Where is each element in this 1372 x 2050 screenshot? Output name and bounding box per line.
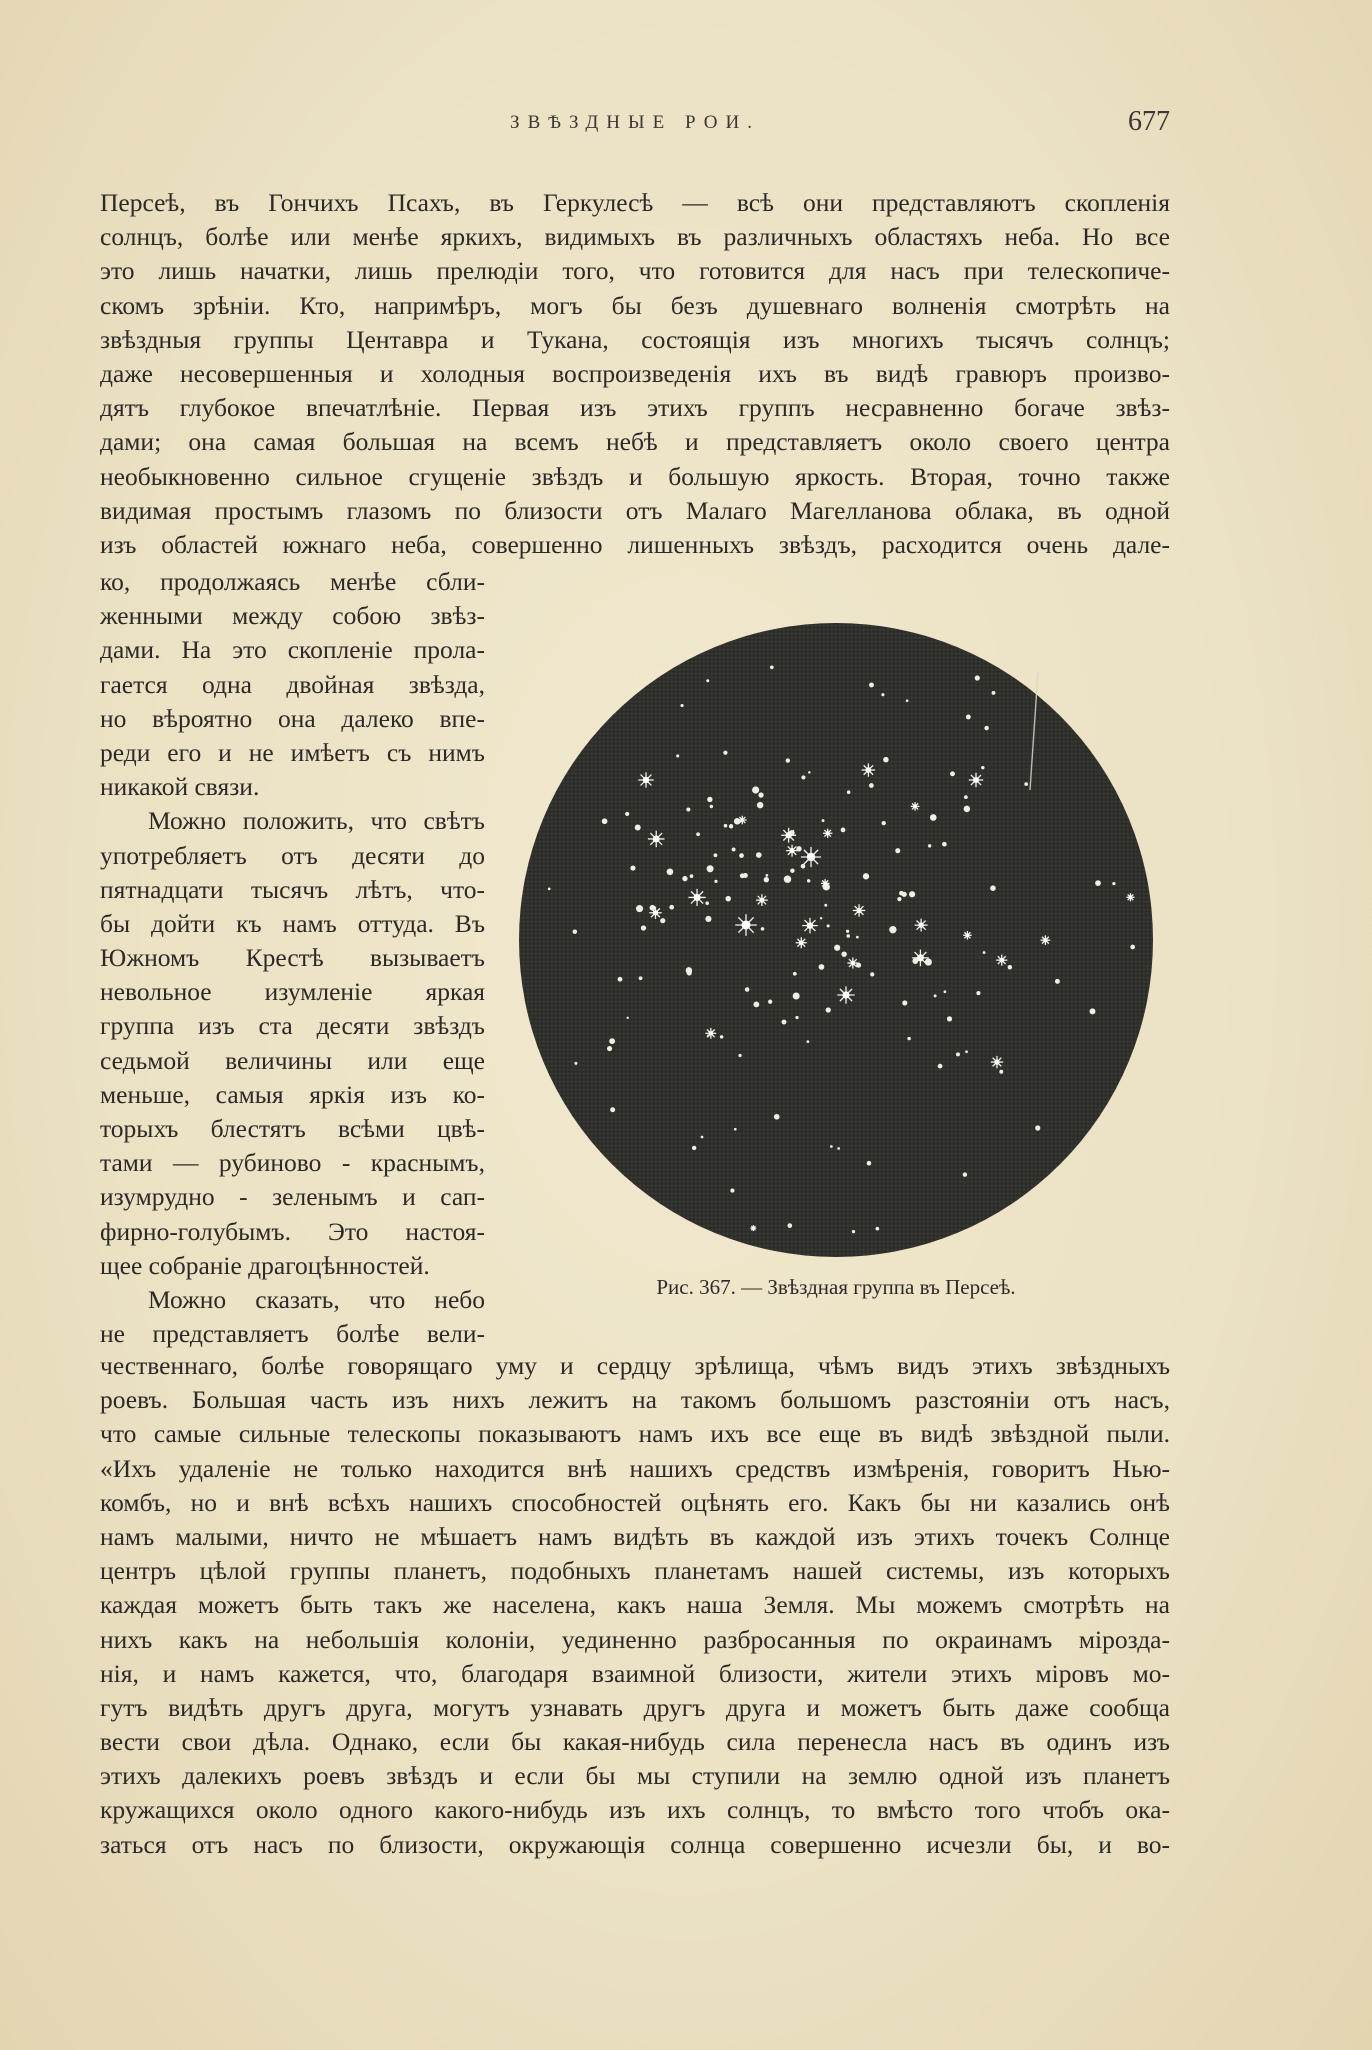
text-line: это лишь начатки, лишь прелюдіи того, что готовится для насъ при телескопиче- <box>100 256 1170 286</box>
star <box>790 869 794 873</box>
bright-star <box>638 772 653 787</box>
star <box>787 1223 792 1228</box>
bright-star <box>735 914 757 936</box>
bright-star <box>823 829 832 838</box>
text-line: звѣздныя группы Центавра и Тукана, состоящія изъ многихъ тысячъ солнцъ; <box>100 324 1170 354</box>
bright-star <box>756 894 768 906</box>
bright-star <box>649 907 661 919</box>
text-line: «Ихъ удаленіе не только находится внѣ нашихъ средствъ измѣренія, говоритъ Нью- <box>100 1453 1170 1483</box>
star <box>867 1161 872 1166</box>
text-line: намъ малыми, ничто не мѣшаетъ намъ видѣть въ каждой изъ этихъ точекъ Солнце <box>100 1521 1170 1551</box>
bright-star <box>911 802 920 811</box>
star <box>714 853 718 857</box>
star <box>660 918 665 923</box>
text-line: седьмой величины или еще <box>100 1045 485 1075</box>
bright-star <box>648 831 665 848</box>
figure-caption: Рис. 367. — Звѣздная группа въ Персеѣ. <box>656 1275 1016 1299</box>
star <box>909 891 915 897</box>
star <box>938 1064 943 1069</box>
star <box>881 693 884 696</box>
star <box>706 679 709 682</box>
text-line: дами. На это скопленіе прола- <box>100 635 485 665</box>
star <box>707 865 714 872</box>
star <box>947 1016 952 1021</box>
running-title: ЗВѢЗДНЫЕ РОИ. <box>510 112 760 133</box>
bright-star <box>862 763 875 776</box>
text-line: но вѣроятно она далеко впе- <box>100 703 485 733</box>
star <box>705 916 711 922</box>
text-line: реди его и не имѣетъ съ нимъ <box>100 737 485 767</box>
text-line: невольное изумленіе яркая <box>100 977 485 1007</box>
star <box>875 1227 879 1231</box>
star <box>1024 782 1028 786</box>
text-line: употребляетъ отъ десяти до <box>100 840 485 870</box>
star <box>807 879 810 882</box>
star <box>774 1114 780 1120</box>
star <box>899 891 904 896</box>
star <box>635 825 641 831</box>
star <box>895 848 900 853</box>
star <box>729 824 733 828</box>
text-line: нихъ какъ на небольшія колоніи, уединенно разбросанныя по окраинамъ мірозда- <box>100 1624 1170 1654</box>
star <box>770 665 774 669</box>
text-line: солнцъ, болѣе или менѣе яркихъ, видимыхъ въ различныхъ областяхъ неба. Но все <box>100 222 1170 252</box>
star <box>820 917 822 919</box>
star <box>692 1146 696 1150</box>
star <box>630 866 635 871</box>
text-line: вести свои дѣла. Однако, если бы какая-нибудь сила перенесла насъ въ одинъ изъ <box>100 1727 1170 1757</box>
star <box>784 875 791 882</box>
bright-star <box>969 773 983 787</box>
star <box>757 802 764 809</box>
bright-star <box>801 847 821 867</box>
text-line: торыхъ блестятъ всѣми цвѣ- <box>100 1114 485 1143</box>
star <box>690 874 694 878</box>
star <box>819 964 825 970</box>
star <box>942 842 947 847</box>
star <box>574 1062 577 1065</box>
star <box>964 806 970 812</box>
star <box>768 1000 772 1004</box>
star <box>999 1070 1003 1074</box>
text-line: никакой связи. <box>100 772 260 802</box>
page-number: 677 <box>1128 106 1170 137</box>
text-line: группа изъ ста десяти звѣздъ <box>100 1011 485 1041</box>
star <box>852 1230 855 1233</box>
star <box>827 924 830 927</box>
star <box>834 945 840 951</box>
star <box>795 1016 798 1019</box>
bright-star <box>738 816 747 825</box>
text-line: изумрудно - зеленымъ и сап- <box>100 1182 485 1212</box>
star <box>639 976 643 980</box>
star <box>869 783 874 788</box>
text-line: щее собраніе драгоцѣнностей. <box>100 1250 430 1280</box>
star <box>869 683 874 688</box>
star <box>687 970 692 975</box>
text-line: необыкновенно сильное сгущеніе звѣздъ и большую яркость. Вторая, точно также <box>100 461 1170 491</box>
text-line: комбъ, но и внѣ всѣхъ нашихъ способностей оцѣнять его. Какъ бы ни казались онѣ <box>100 1487 1170 1517</box>
star <box>618 977 623 982</box>
text-column <box>100 565 485 1351</box>
bright-star <box>786 845 798 857</box>
star <box>686 807 690 811</box>
star-cluster-figure <box>506 620 1166 1320</box>
star <box>786 758 790 762</box>
text-line: центръ цѣлой группы планетъ, подобныхъ планетамъ нашей системы, изъ которыхъ <box>100 1556 1170 1586</box>
star <box>740 873 745 878</box>
star <box>906 699 909 702</box>
star <box>758 792 763 797</box>
star <box>756 852 762 858</box>
text-line: фирно-голубымъ. Это настоя- <box>100 1216 485 1246</box>
text-line: Южномъ Крестѣ вызываетъ <box>100 943 485 973</box>
star <box>1055 979 1060 984</box>
star <box>1089 1008 1095 1014</box>
bright-star <box>705 1028 716 1039</box>
star <box>730 1189 734 1193</box>
text-bottom <box>100 1349 1170 1862</box>
star <box>841 828 846 833</box>
star <box>793 993 800 1000</box>
star <box>847 790 851 794</box>
star <box>782 1020 787 1025</box>
star <box>1112 882 1115 885</box>
text-line: каждая можетъ быть такъ же населена, какъ наша Земля. Мы можемъ смотрѣть на <box>100 1590 1170 1620</box>
running-head <box>100 106 1170 152</box>
star <box>1008 965 1012 969</box>
bright-star <box>1041 935 1051 945</box>
bright-star <box>853 904 865 916</box>
bright-star <box>796 937 807 948</box>
star <box>548 887 551 890</box>
text-line: женными между собою звѣз- <box>100 601 485 631</box>
star <box>667 868 674 875</box>
text-line: что самые сильные телескопы показываютъ намъ ихъ все еще въ видѣ звѣздной пыли. <box>100 1419 1170 1449</box>
star <box>956 1052 960 1056</box>
star <box>801 775 805 779</box>
star <box>707 797 712 802</box>
star <box>626 1017 628 1019</box>
star-cluster-illustration <box>506 620 1166 1260</box>
bright-star <box>837 986 854 1003</box>
text-line: гается одна двойная звѣзда, <box>100 669 485 699</box>
star <box>990 885 996 891</box>
star <box>889 926 896 933</box>
star <box>738 1054 741 1057</box>
star <box>963 1172 967 1176</box>
star <box>734 1128 737 1131</box>
star <box>808 771 811 774</box>
text-top <box>100 186 1170 562</box>
star <box>907 1037 910 1040</box>
star <box>752 786 759 793</box>
star <box>607 1046 612 1051</box>
text-line: Можно сказать, что небо <box>148 1284 485 1314</box>
star <box>976 991 980 995</box>
star <box>766 874 769 877</box>
star <box>882 821 886 825</box>
text-line: тами — рубиново - краснымъ, <box>100 1148 485 1178</box>
star <box>1130 945 1135 950</box>
text-line: скомъ зрѣніи. Кто, напримѣръ, могъ бы безъ душевнаго волненія смотрѣть на <box>100 290 1170 320</box>
text-line: этихъ далекихъ роевъ звѣздъ и если бы мы ступили на землю одной изъ планетъ <box>100 1761 1170 1791</box>
star <box>723 751 727 755</box>
star <box>830 1145 833 1148</box>
star <box>950 771 955 776</box>
star <box>705 901 709 905</box>
bright-star <box>991 1056 1003 1068</box>
star <box>826 1007 831 1012</box>
star <box>753 1001 759 1007</box>
star <box>739 853 744 858</box>
text-line: Персеѣ, въ Гончихъ Псахъ, въ Геркулесѣ — всѣ они представляютъ скопленія <box>100 188 1170 217</box>
text-line: бы дойти къ намъ оттуда. Въ <box>100 908 485 938</box>
text-line: пятнадцати тысячъ лѣтъ, что- <box>100 874 485 904</box>
text-line: нія, и намъ кажется, что, благодаря взаимной близости, жители этихъ міровъ мо- <box>100 1658 1170 1688</box>
star <box>680 704 683 707</box>
star <box>725 896 731 902</box>
star <box>793 972 797 976</box>
sky-disc <box>519 623 1153 1257</box>
star <box>761 927 765 931</box>
star <box>856 936 859 939</box>
star <box>870 972 874 976</box>
bright-star <box>1126 893 1134 901</box>
star <box>824 904 827 907</box>
star <box>764 877 769 882</box>
bright-star <box>915 919 928 932</box>
star <box>602 818 608 824</box>
text-line: не представляетъ болѣе вели- <box>100 1319 485 1349</box>
text-line: гутъ видѣть другъ друга, могутъ узнавать другъ друга и можетъ быть даже сообща <box>100 1692 1170 1722</box>
star <box>610 1107 615 1112</box>
star <box>701 1136 704 1139</box>
star <box>745 987 749 991</box>
star <box>676 754 679 757</box>
text-line: дами; она самая большая на всемъ небѣ и представляетъ около своего центра <box>100 427 1170 457</box>
star <box>966 715 971 720</box>
star <box>856 963 861 968</box>
text-line: дятъ глубокое впечатлѣніе. Первая изъ этихъ группъ несравненно богаче звѣз- <box>100 393 1170 423</box>
bright-star <box>963 931 972 940</box>
star <box>930 814 937 821</box>
star <box>720 1035 724 1039</box>
star <box>636 905 643 912</box>
star <box>837 1147 840 1150</box>
text-line: кружащихся около одного какого-нибудь изъ ихъ солнцъ, то вмѣсто того чтобъ ока- <box>100 1795 1170 1825</box>
star <box>912 958 918 964</box>
text-line: ко, продолжаясь менѣе сбли- <box>100 567 485 596</box>
star <box>841 951 846 956</box>
star <box>669 905 674 910</box>
star <box>846 934 850 938</box>
star <box>710 805 713 808</box>
star <box>1095 880 1101 886</box>
text-line: изъ областей южнаго неба, совершенно лишенныхъ звѣздъ, расходится очень дале- <box>100 529 1170 559</box>
star <box>925 958 932 965</box>
star <box>934 994 937 997</box>
star <box>897 897 901 901</box>
star <box>902 1000 907 1005</box>
star <box>964 795 968 799</box>
star <box>981 766 984 769</box>
bright-star <box>802 918 818 934</box>
text-line: даже несовершенныя и холодныя воспроизведенія ихъ въ видѣ гравюръ произво- <box>100 358 1170 388</box>
star <box>928 844 931 847</box>
text-line: заться отъ насъ по близости, окружающія солнца совершенно исчезли бы, и во- <box>100 1829 1170 1859</box>
star <box>822 819 825 822</box>
star <box>714 880 717 883</box>
text-line: видимая простымъ глазомъ по близости отъ Малаго Магелланова облака, въ одной <box>100 495 1170 525</box>
star <box>975 675 980 680</box>
star <box>641 925 646 930</box>
star <box>609 1038 615 1044</box>
star <box>992 691 996 695</box>
star <box>806 1040 809 1043</box>
star <box>734 818 741 825</box>
bright-star <box>996 955 1007 966</box>
text-line: меньше, самыя яркія изъ ко- <box>100 1079 485 1109</box>
text-line: чественнаго, болѣе говорящаго уму и сердцу зрѣлища, чѣмъ видъ этихъ звѣздныхъ <box>100 1351 1170 1380</box>
star <box>984 726 988 730</box>
text-line: роевъ. Большая часть изъ нихъ лежитъ на такомъ большомъ разстояніи отъ насъ, <box>100 1385 1170 1415</box>
star <box>863 873 869 879</box>
star <box>965 1050 968 1053</box>
bright-star <box>781 828 796 843</box>
text-line: Можно положить, что свѣтъ <box>148 806 485 836</box>
star <box>625 812 629 816</box>
bright-star <box>821 879 830 888</box>
star <box>846 930 849 933</box>
bright-star <box>750 1225 756 1231</box>
star <box>883 757 889 763</box>
star <box>801 864 806 869</box>
bright-star <box>688 889 705 906</box>
star <box>944 990 947 993</box>
star <box>682 876 687 881</box>
star <box>696 832 700 836</box>
star <box>573 929 577 933</box>
star <box>732 848 736 852</box>
star <box>724 824 728 828</box>
star <box>1035 1125 1040 1130</box>
star <box>983 951 986 954</box>
